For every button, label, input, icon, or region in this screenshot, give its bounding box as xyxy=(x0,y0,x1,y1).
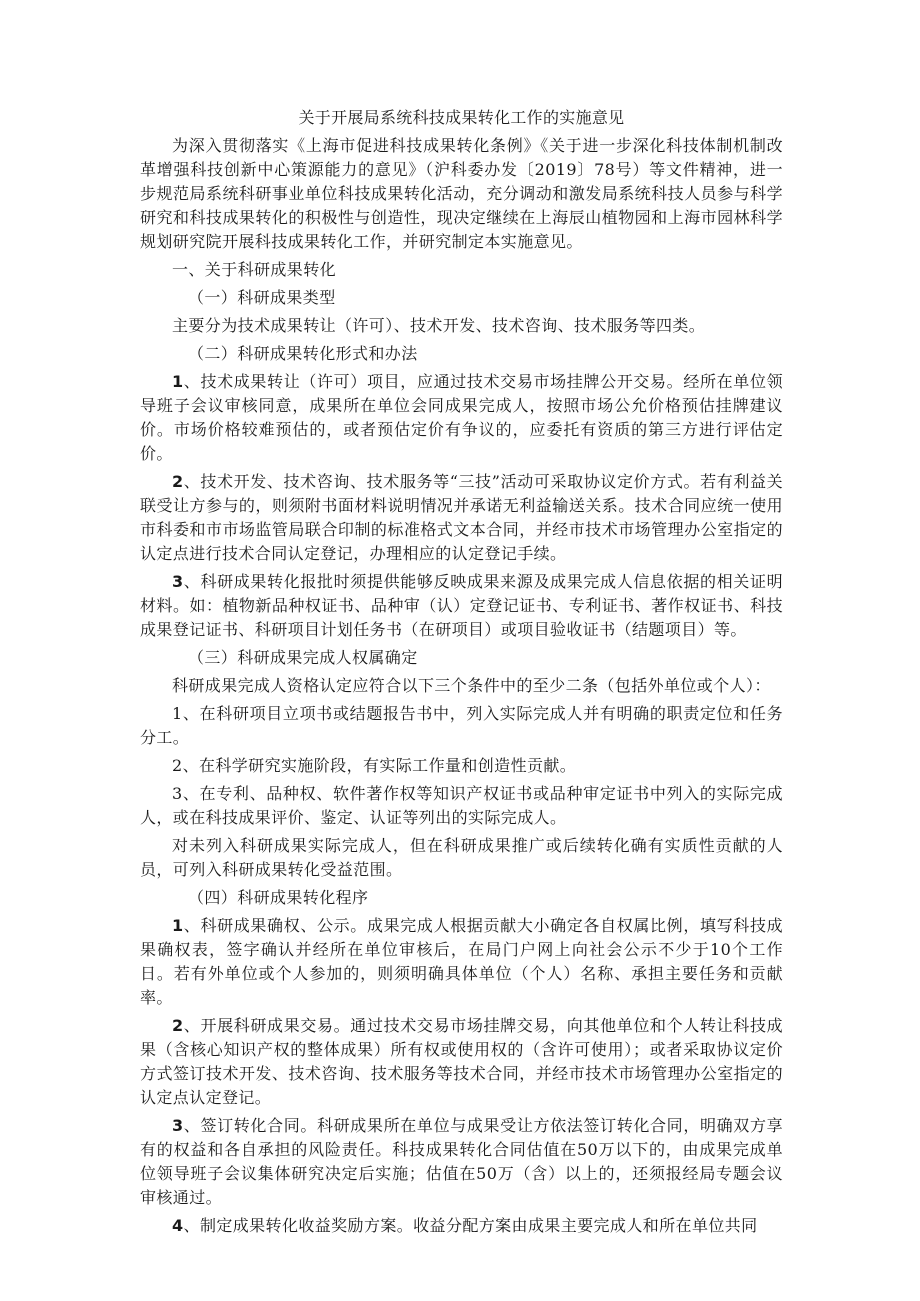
paragraph-text: 、技术成果转让（许可）项目，应通过技术交易市场挂牌公开交易。经所在单位领导班子会议审核同意，成果所在单位会同成果完成人，按照市场公允价格预估挂牌建议价。市场价格较难预估的，或者预估定价有争议的，应委托有资质的第三方进行评估定价。 xyxy=(140,372,783,463)
numbered-paragraph xyxy=(140,914,783,1010)
document-title: 关于开展局系统科技成果转化工作的实施意见 xyxy=(298,108,625,127)
subsection-heading: （一）科研成果类型 xyxy=(188,288,336,307)
paragraph-text: 、签订转化合同。科研成果所在单位与成果受让方依法签订转化合同，明确双方享有的权益和各自承担的风险责任。科技成果转化合同估值在50万以下的，由成果完成单位领导班子会议集体研究决定后实施；估值在50万（含）以上的，还须报经局专题会议审核通过。 xyxy=(140,1116,783,1207)
numbered-paragraph xyxy=(140,570,783,642)
paragraph-number: 4 xyxy=(172,1216,184,1235)
section-heading: 一、关于科研成果转化 xyxy=(172,260,337,279)
paragraph-number: 2 xyxy=(172,472,184,491)
numbered-paragraph xyxy=(140,470,783,566)
subsection-heading: （三）科研成果完成人权属确定 xyxy=(188,648,418,667)
paragraph: 2、在科学研究实施阶段，有实际工作量和创造性贡献。 xyxy=(172,756,577,775)
paragraph-number: 2 xyxy=(172,1016,184,1035)
subsection-heading: （二）科研成果转化形式和办法 xyxy=(188,344,418,363)
paragraph: 主要分为技术成果转让（许可）、技术开发、技术咨询、技术服务等四类。 xyxy=(172,316,706,335)
paragraph-text: 、科研成果转化报批时须提供能够反映成果来源及成果完成人信息依据的相关证明材料。如：植物新品种权证书、品种审（认）定登记证书、专利证书、著作权证书、科技成果登记证书、科研项目计划任务书（在研项目）或项目验收证书（结题项目）等。 xyxy=(140,572,783,639)
document-page xyxy=(140,106,783,1238)
paragraph-number: 3 xyxy=(172,572,184,591)
paragraph-number: 1 xyxy=(172,916,184,935)
document-body xyxy=(140,134,783,1238)
numbered-paragraph xyxy=(140,1114,783,1210)
paragraph-text: 、制定成果转化收益奖励方案。收益分配方案由成果主要完成人和所在单位共同 xyxy=(183,1216,758,1235)
numbered-paragraph xyxy=(140,370,783,466)
paragraph: 对未列入科研成果实际完成人，但在科研成果推广或后续转化确有实质性贡献的人员，可列入科研成果转化受益范围。 xyxy=(140,836,783,879)
paragraph: 1、在科研项目立项书或结题报告书中，列入实际完成人并有明确的职责定位和任务分工。 xyxy=(140,704,783,747)
paragraph: 3、在专利、品种权、软件著作权等知识产权证书或品种审定证书中列入的实际完成人，或在科技成果评价、鉴定、认证等列出的实际完成人。 xyxy=(140,784,783,827)
numbered-paragraph xyxy=(140,1014,783,1110)
subsection-heading: （四）科研成果转化程序 xyxy=(188,888,369,907)
paragraph: 科研成果完成人资格认定应符合以下三个条件中的至少二条（包括外单位或个人）： xyxy=(172,676,771,695)
paragraph-text: 、开展科研成果交易。通过技术交易市场挂牌交易，向其他单位和个人转让科技成果（含核心知识产权的整体成果）所有权或使用权的（含许可使用）；或者采取协议定价方式签订技术开发、技术咨询、技术服务等技术合同，并经市技术市场管理办公室指定的认定点认定登记。 xyxy=(140,1016,783,1107)
numbered-paragraph xyxy=(140,1214,783,1238)
paragraph-number: 3 xyxy=(172,1116,184,1135)
paragraph-number: 1 xyxy=(172,372,184,391)
paragraph-text: 、技术开发、技术咨询、技术服务等“三技”活动可采取协议定价方式。若有利益关联受让方参与的，则须附书面材料说明情况并承诺无利益输送关系。技术合同应统一使用市科委和市市场监管局联合印制的标准格式文本合同，并经市技术市场管理办公室指定的认定点进行技术合同认定登记，办理相应的认定登记手续。 xyxy=(140,472,783,563)
paragraph: 为深入贯彻落实《上海市促进科技成果转化条例》《关于进一步深化科技体制机制改革增强科技创新中心策源能力的意见》（沪科委办发〔2019〕78号）等文件精神，进一步规范局系统科研事业单位科技成果转化活动，充分调动和激发局系统科技人员参与科学研究和科技成果转化的积极性与创造性，现决定继续在上海辰山植物园和上海市园林科学规划研究院开展科技成果转化工作，并研究制定本实施意见。 xyxy=(140,136,783,251)
paragraph-text: 、科研成果确权、公示。成果完成人根据贡献大小确定各自权属比例，填写科技成果确权表，签字确认并经所在单位审核后，在局门户网上向社会公示不少于10个工作日。若有外单位或个人参加的，则须明确具体单位（个人）名称、承担主要任务和贡献率。 xyxy=(140,916,783,1007)
